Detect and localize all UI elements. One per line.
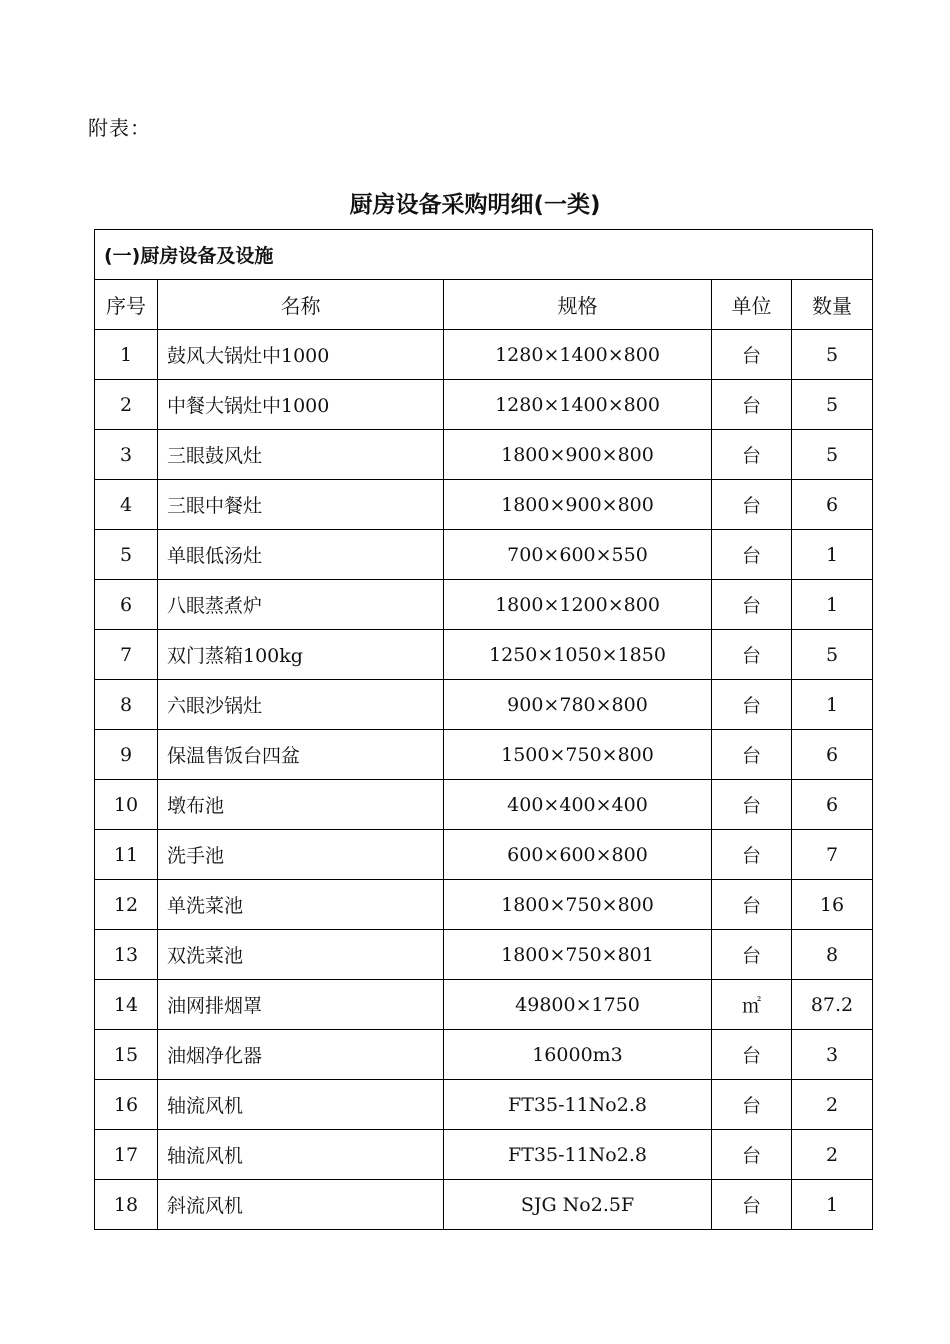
row-number: 8 xyxy=(95,680,158,730)
row-name: 墩布池 xyxy=(158,780,444,830)
row-unit: 台 xyxy=(712,780,792,830)
row-number: 13 xyxy=(95,930,158,980)
table-row xyxy=(95,330,873,380)
header-qty: 数量 xyxy=(792,280,873,330)
header-spec: 规格 xyxy=(444,280,712,330)
row-qty: 5 xyxy=(792,630,873,680)
row-spec: 1800×900×800 xyxy=(444,430,712,480)
row-qty: 6 xyxy=(792,480,873,530)
row-number: 3 xyxy=(95,430,158,480)
header-row xyxy=(95,280,873,330)
row-unit: 台 xyxy=(712,630,792,680)
row-qty: 7 xyxy=(792,830,873,880)
table-row xyxy=(95,930,873,980)
appendix-label: 附表： xyxy=(88,116,151,140)
row-unit: 台 xyxy=(712,730,792,780)
table-row xyxy=(95,530,873,580)
page-title: 厨房设备采购明细(一类) xyxy=(349,192,601,218)
table-row xyxy=(95,1030,873,1080)
table-row xyxy=(95,430,873,480)
header-unit: 单位 xyxy=(712,280,792,330)
row-unit: 台 xyxy=(712,330,792,380)
row-spec: 700×600×550 xyxy=(444,530,712,580)
row-spec: 1800×750×801 xyxy=(444,930,712,980)
row-unit: 台 xyxy=(712,880,792,930)
row-qty: 1 xyxy=(792,1180,873,1230)
row-number: 18 xyxy=(95,1180,158,1230)
row-name: 斜流风机 xyxy=(158,1180,444,1230)
row-unit: 台 xyxy=(712,530,792,580)
row-number: 17 xyxy=(95,1130,158,1180)
row-name: 中餐大锅灶中1000 xyxy=(158,380,444,430)
row-unit: 台 xyxy=(712,680,792,730)
row-spec: 1800×750×800 xyxy=(444,880,712,930)
row-name: 三眼中餐灶 xyxy=(158,480,444,530)
row-qty: 16 xyxy=(792,880,873,930)
table-row xyxy=(95,630,873,680)
table-row xyxy=(95,1180,873,1230)
row-unit: 台 xyxy=(712,830,792,880)
row-qty: 5 xyxy=(792,330,873,380)
row-unit: 台 xyxy=(712,480,792,530)
row-spec: FT35-11No2.8 xyxy=(444,1080,712,1130)
row-name: 三眼鼓风灶 xyxy=(158,430,444,480)
header-name: 名称 xyxy=(158,280,444,330)
row-number: 14 xyxy=(95,980,158,1030)
row-number: 4 xyxy=(95,480,158,530)
row-name: 轴流风机 xyxy=(158,1080,444,1130)
row-name: 单洗菜池 xyxy=(158,880,444,930)
row-spec: 16000m3 xyxy=(444,1030,712,1080)
table-row xyxy=(95,380,873,430)
equipment-table xyxy=(94,229,873,1230)
row-qty: 5 xyxy=(792,430,873,480)
row-qty: 87.2 xyxy=(792,980,873,1030)
row-qty: 8 xyxy=(792,930,873,980)
row-spec: 600×600×800 xyxy=(444,830,712,880)
row-number: 7 xyxy=(95,630,158,680)
row-name: 双洗菜池 xyxy=(158,930,444,980)
row-number: 12 xyxy=(95,880,158,930)
row-spec: 400×400×400 xyxy=(444,780,712,830)
row-number: 2 xyxy=(95,380,158,430)
row-unit: 台 xyxy=(712,1080,792,1130)
row-qty: 5 xyxy=(792,380,873,430)
row-spec: 49800×1750 xyxy=(444,980,712,1030)
row-name: 轴流风机 xyxy=(158,1130,444,1180)
table-row xyxy=(95,480,873,530)
row-spec: 1250×1050×1850 xyxy=(444,630,712,680)
row-number: 5 xyxy=(95,530,158,580)
row-qty: 1 xyxy=(792,580,873,630)
row-spec: 1800×900×800 xyxy=(444,480,712,530)
row-spec: SJG No2.5F xyxy=(444,1180,712,1230)
row-spec: 900×780×800 xyxy=(444,680,712,730)
row-unit: 台 xyxy=(712,380,792,430)
table-row xyxy=(95,980,873,1030)
row-qty: 2 xyxy=(792,1080,873,1130)
row-spec: 1500×750×800 xyxy=(444,730,712,780)
row-qty: 2 xyxy=(792,1130,873,1180)
row-qty: 1 xyxy=(792,530,873,580)
table-row xyxy=(95,780,873,830)
row-unit: ㎡ xyxy=(712,980,792,1030)
header-no: 序号 xyxy=(95,280,158,330)
row-name: 八眼蒸煮炉 xyxy=(158,580,444,630)
section-title: (一)厨房设备及设施 xyxy=(95,230,873,280)
row-name: 双门蒸箱100kg xyxy=(158,630,444,680)
row-name: 油烟净化器 xyxy=(158,1030,444,1080)
section-row xyxy=(95,230,873,280)
table-row xyxy=(95,1130,873,1180)
row-qty: 3 xyxy=(792,1030,873,1080)
row-number: 10 xyxy=(95,780,158,830)
row-name: 保温售饭台四盆 xyxy=(158,730,444,780)
row-unit: 台 xyxy=(712,1030,792,1080)
row-number: 16 xyxy=(95,1080,158,1130)
row-name: 油网排烟罩 xyxy=(158,980,444,1030)
row-spec: 1280×1400×800 xyxy=(444,380,712,430)
row-unit: 台 xyxy=(712,1180,792,1230)
table-row xyxy=(95,680,873,730)
row-qty: 6 xyxy=(792,730,873,780)
table-row xyxy=(95,1080,873,1130)
table-row xyxy=(95,580,873,630)
row-spec: 1800×1200×800 xyxy=(444,580,712,630)
row-name: 洗手池 xyxy=(158,830,444,880)
row-unit: 台 xyxy=(712,430,792,480)
row-spec: FT35-11No2.8 xyxy=(444,1130,712,1180)
row-number: 9 xyxy=(95,730,158,780)
row-number: 15 xyxy=(95,1030,158,1080)
row-name: 单眼低汤灶 xyxy=(158,530,444,580)
row-number: 11 xyxy=(95,830,158,880)
row-unit: 台 xyxy=(712,1130,792,1180)
row-unit: 台 xyxy=(712,930,792,980)
row-qty: 6 xyxy=(792,780,873,830)
row-spec: 1280×1400×800 xyxy=(444,330,712,380)
table-row xyxy=(95,880,873,930)
table-row xyxy=(95,730,873,780)
row-unit: 台 xyxy=(712,580,792,630)
row-number: 6 xyxy=(95,580,158,630)
table-row xyxy=(95,830,873,880)
row-number: 1 xyxy=(95,330,158,380)
row-name: 六眼沙锅灶 xyxy=(158,680,444,730)
row-qty: 1 xyxy=(792,680,873,730)
row-name: 鼓风大锅灶中1000 xyxy=(158,330,444,380)
